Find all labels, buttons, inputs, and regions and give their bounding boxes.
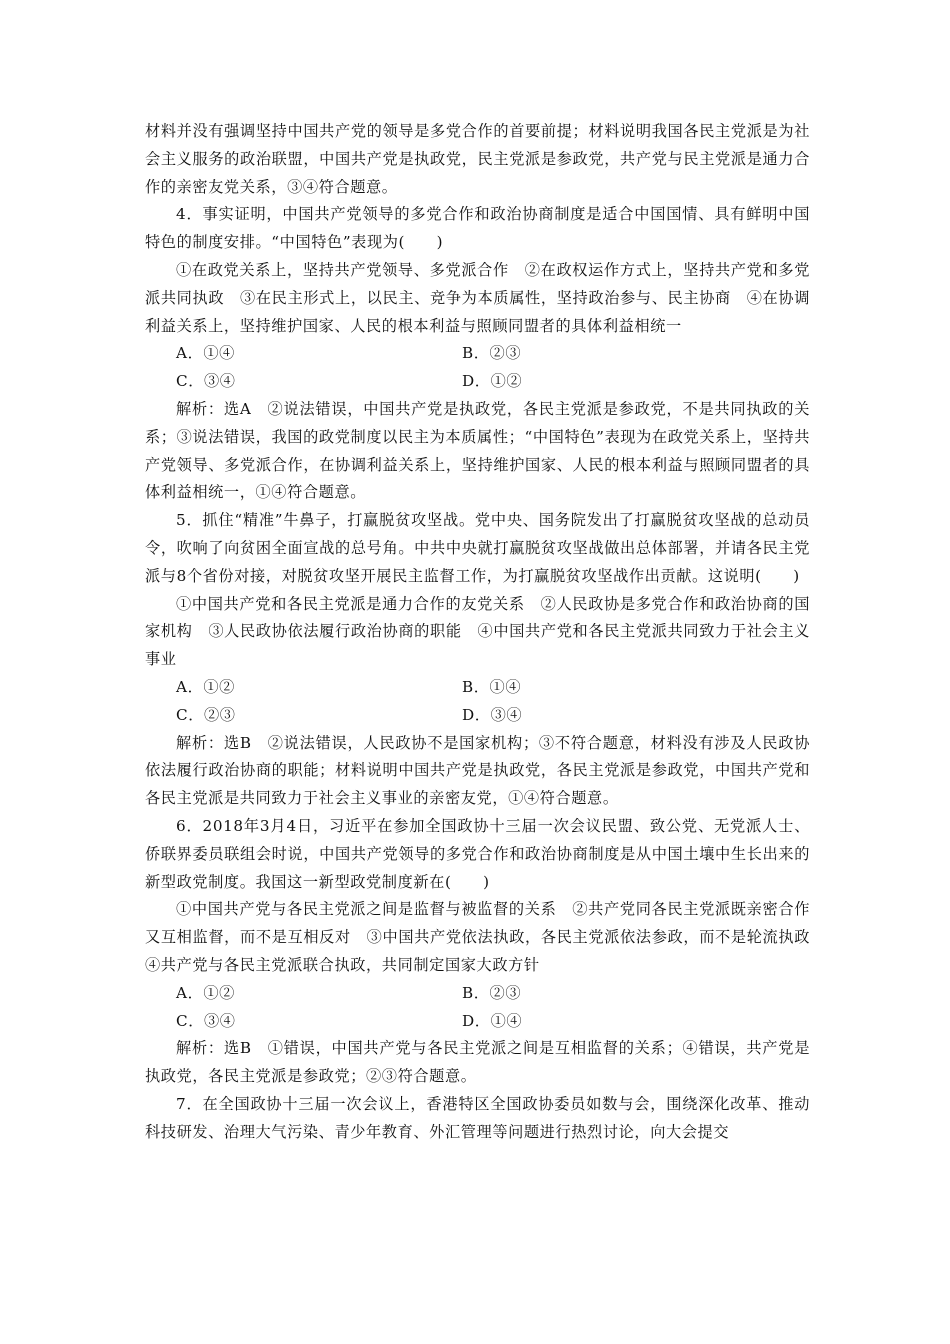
question-4-option-d: D．①② xyxy=(462,372,523,391)
question-6-analysis: 解析：选B ①错误，中国共产党与各民主党派之间是互相监督的关系；④错误，共产党是执政党，各民主党派是参政党；②③符合题意。 xyxy=(145,1039,810,1086)
question-4-analysis: 解析：选A ②说法错误，中国共产党是执政党，各民主党派是参政党，不是共同执政的关系；③说法错误，我国的政党制度以民主为本质属性；“中国特色”表现为在政党关系上，坚持共产党领导、多党派合作，在协调利益关系上，坚持维护国家、人民的根本利益与照顾同盟者的具体利益相统一，①④符合题意。 xyxy=(145,399,810,502)
question-5-statements: ①中国共产党和各民主党派是通力合作的友党关系 ②人民政协是多党合作和政治协商的国家机构 ③人民政协依法履行政治协商的职能 ④中国共产党和各民主党派共同致力于社会主义事业 xyxy=(145,594,810,669)
question-5-option-c: C．②③ xyxy=(176,705,236,724)
question-5-options-row-2 xyxy=(145,702,810,730)
question-4-option-b: B．②③ xyxy=(462,344,522,363)
question-4-statements: ①在政党关系上，坚持共产党领导、多党派合作 ②在政权运作方式上，坚持共产党和多党派共同执政 ③在民主形式上，以民主、竞争为本质属性，坚持政治参与、民主协商 ④在协调利益关系上，坚持维护国家、人民的根本利益与照顾同盟者的具体利益相统一 xyxy=(145,260,810,335)
question-5-analysis: 解析：选B ②说法错误，人民政协不是国家机构；③不符合题意，材料没有涉及人民政协依法履行政治协商的职能；材料说明中国共产党是执政党，各民主党派是参政党，中国共产党和各民主党派是共同致力于社会主义事业的亲密友党，①④符合题意。 xyxy=(145,733,810,808)
intro-paragraph: 材料并没有强调坚持中国共产党的领导是多党合作的首要前提；材料说明我国各民主党派是为社会主义服务的政治联盟，中国共产党是执政党，民主党派是参政党，共产党与民主党派是通力合作的亲密友党关系，③④符合题意。 xyxy=(145,122,810,196)
question-5-options-row-1 xyxy=(145,674,810,702)
document-page xyxy=(145,118,826,1146)
question-5-option-a: A．①② xyxy=(176,677,235,696)
question-5-option-b: B．①④ xyxy=(462,677,522,696)
question-7-stem: 7．在全国政协十三届一次会议上，香港特区全国政协委员如数与会，围绕深化改革、推动科技研发、治理大气污染、青少年教育、外汇管理等问题进行热烈讨论，向大会提交 xyxy=(145,1094,810,1141)
question-6-option-a: A．①② xyxy=(176,983,235,1002)
question-6-option-d: D．①④ xyxy=(462,1011,523,1030)
question-5-stem: 5．抓住“精准”牛鼻子，打赢脱贫攻坚战。党中央、国务院发出了打赢脱贫攻坚战的总动员令，吹响了向贫困全面宣战的总号角。中共中央就打赢脱贫攻坚战做出总体部署，并请各民主党派与8个省份对接，对脱贫攻坚开展民主监督工作，为打赢脱贫攻坚战作出贡献。这说明( ) xyxy=(145,511,810,585)
question-6-options-row-2 xyxy=(145,1008,810,1036)
question-4-option-a: A．①④ xyxy=(176,344,235,363)
question-4-option-c: C．③④ xyxy=(176,372,236,391)
question-4-options-row-2 xyxy=(145,368,810,396)
question-6-option-b: B．②③ xyxy=(462,983,522,1002)
question-6-statements: ①中国共产党与各民主党派之间是监督与被监督的关系 ②共产党同各民主党派既亲密合作又互相监督，而不是互相反对 ③中国共产党依法执政，各民主党派依法参政，而不是轮流执政 ④共产党与各民主党派联合执政，共同制定国家大政方针 xyxy=(145,900,826,974)
question-6-stem: 6．2018年3月4日，习近平在参加全国政协十三届一次会议民盟、致公党、无党派人士、侨联界委员联组会时说，中国共产党领导的多党合作和政治协商制度是从中国土壤中生长出来的新型政党制度。我国这一新型政党制度新在( ) xyxy=(145,816,810,891)
question-6-options-row-1 xyxy=(145,980,810,1008)
question-4-stem: 4．事实证明，中国共产党领导的多党合作和政治协商制度是适合中国国情、具有鲜明中国特色的制度安排。“中国特色”表现为( ) xyxy=(145,205,810,252)
question-4-options-row-1 xyxy=(145,340,810,368)
question-6-option-c: C．③④ xyxy=(176,1011,236,1030)
question-5-option-d: D．③④ xyxy=(462,705,523,724)
